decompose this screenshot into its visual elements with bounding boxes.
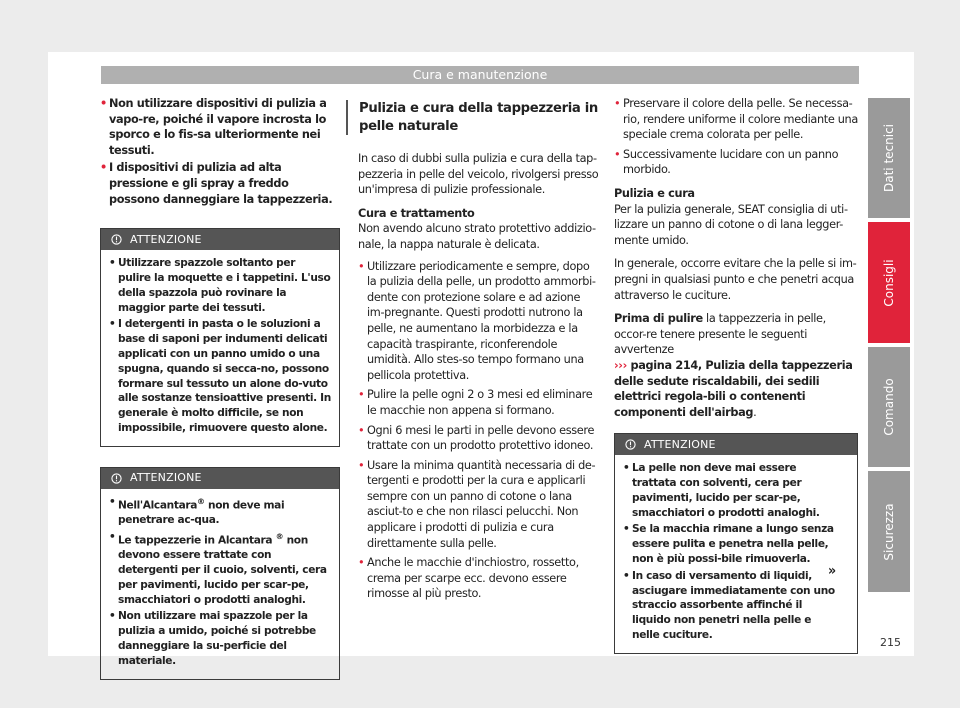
list-item: • Anche le macchie d'inchiostro, rossetto, crema per scarpe ecc. devono essere rimosse al più presto. bbox=[358, 556, 579, 601]
link-arrows-icon: ››› bbox=[614, 358, 627, 372]
continue-icon: » bbox=[828, 563, 837, 579]
list-item: • I detergenti in pasta o le soluzioni a base di saponi per indumenti delicati applicati con un panno umido o una spugna, quando si secca-no, possono formare sul tessuto un alone do-vuto alle sostanze tensioattive presenti. In generale è molto difficile, se non impossibile, rimuovere questo alone. bbox=[109, 318, 331, 434]
list-item: • Preservare il colore della pelle. Se necessa-rio, rendere uniforme il colore mediante una speciale crema colorata per pelle. bbox=[614, 97, 858, 142]
warning-title: ATTENZIONE bbox=[644, 437, 716, 451]
section-heading: Pulizia e cura della tappezzeria in pelle naturale bbox=[346, 100, 600, 135]
column-middle bbox=[358, 100, 600, 602]
intro-paragraph: In caso di dubbi sulla pulizia e cura della tap-pezzeria in pelle del veicolo, rivolgersi presso un'impresa di pulizie professionale. bbox=[358, 152, 599, 197]
warning-icon bbox=[111, 473, 122, 484]
bullet-icon: • bbox=[358, 259, 365, 273]
list-item: • Utilizzare periodicamente e sempre, dopo la pulizia della pelle, un prodotto ammorbi-dente con protezione solare e ad azione im-pregnante. Questi prodotti nutrono la pelle, ne aumentano la morbidezza e la capacità traspirante, riconferendole umidità. Allo stes-so tempo formano una pellicola protettiva. bbox=[358, 259, 596, 382]
cross-reference-link[interactable]: ››› pagina 214, Pulizia della tappezzeria delle sedute riscaldabili, dei sedili elettrici regola-bili o contenenti componenti dell'airbag bbox=[614, 358, 853, 419]
warning-header bbox=[615, 434, 857, 455]
bullet-icon: • bbox=[623, 462, 630, 475]
paragraph: Prima di pulire la tappezzeria in pelle, occor-re tenere presente le seguenti avvertenze ››› pagina 214, Pulizia della tappezzeria delle sedute riscaldabili, dei sedili elettrici regola-bili o contenenti componenti dell'airbag. bbox=[614, 312, 853, 419]
list-item: • Pulire la pelle ogni 2 o 3 mesi ed eliminare le macchie non appena si formano. bbox=[358, 388, 593, 417]
paragraph: Non avendo alcuno strato protettivo addizio-nale, la nappa naturale è delicata. bbox=[358, 222, 596, 251]
column-right bbox=[614, 96, 858, 654]
bullet-icon: • bbox=[358, 458, 365, 472]
list-item: • In caso di versamento di liquidi, asciugare immediatamente con uno straccio assorbente affinché il liquido non penetri nella pelle e nelle cuciture. bbox=[623, 569, 835, 642]
warning-box bbox=[100, 467, 340, 680]
tab-sicurezza[interactable]: Sicurezza bbox=[868, 471, 910, 592]
column-left bbox=[100, 96, 340, 680]
tab-comando[interactable]: Comando bbox=[868, 347, 910, 467]
warning-body bbox=[615, 455, 857, 653]
bullet-icon: • bbox=[109, 530, 116, 543]
list-item: • Usare la minima quantità necessaria di de-tergenti e prodotti per la cura e applicarli sempre con un panno di cotone o lana asciut-to e che non rilasci pelucchi. Non applicare i prodotti di pulizia e cura direttamente sulla pelle. bbox=[358, 458, 596, 550]
page-number: 215 bbox=[880, 636, 901, 649]
bullet-icon: • bbox=[614, 147, 621, 161]
bullet-icon: • bbox=[109, 610, 116, 623]
bullet-icon: • bbox=[109, 318, 116, 331]
bullet-icon: • bbox=[358, 556, 365, 570]
list-item: • Nell'Alcantara® non deve mai penetrare ac-qua. bbox=[109, 495, 285, 527]
warning-box bbox=[100, 228, 340, 447]
bullet-icon: • bbox=[358, 423, 365, 437]
warning-title: ATTENZIONE bbox=[130, 232, 202, 246]
subheading: Pulizia e cura bbox=[614, 186, 695, 200]
bullet-icon: • bbox=[623, 569, 630, 582]
tab-consigli[interactable]: Consigli bbox=[868, 222, 910, 343]
warning-body bbox=[101, 250, 339, 446]
list-item: • Le tappezzerie in Alcantara ® non devono essere trattate con detergenti per il cuoio, solventi, cera per pavimenti, lucido per scar-pe, smacchiatori o prodotti analoghi. bbox=[109, 530, 327, 606]
warning-body bbox=[101, 489, 339, 679]
warning-box bbox=[614, 433, 858, 654]
bullet-icon: • bbox=[100, 161, 107, 175]
bullet-icon: • bbox=[109, 495, 116, 508]
list-item: • Non utilizzare dispositivi di pulizia a vapo-re, poiché il vapore incrosta lo sporco e lo fis-sa ulteriormente nei tessuti. bbox=[100, 97, 327, 157]
warning-icon bbox=[625, 439, 636, 450]
list-item: • Ogni 6 mesi le parti in pelle devono essere trattate con un prodotto protettivo idoneo. bbox=[358, 423, 595, 453]
list-item: • Non utilizzare mai spazzole per la pulizia a umido, poiché si potrebbe danneggiare la su-perficie del materiale. bbox=[109, 610, 316, 667]
list-item: • Se la macchia rimane a lungo senza essere pulita e penetra nella pelle, non è più possi-bile rimuoverla. bbox=[623, 523, 834, 566]
bullet-icon: • bbox=[100, 97, 107, 110]
chapter-header: Cura e manutenzione bbox=[101, 66, 859, 84]
paragraph: Per la pulizia generale, SEAT consiglia di uti-lizzare un panno di cotone o di lana legger-mente umido. bbox=[614, 202, 848, 247]
tab-dati-tecnici[interactable]: Dati tecnici bbox=[868, 98, 910, 218]
paragraph: In generale, occorre evitare che la pelle si im-pregni in qualsiasi punto e che penetri acqua attraverso le cuciture. bbox=[614, 257, 857, 302]
list-item: • I dispositivi di pulizia ad alta pressione e gli spray a freddo possono danneggiare la tappezzeria. bbox=[100, 161, 333, 206]
subheading: Cura e trattamento bbox=[358, 206, 475, 220]
list-item: • La pelle non deve mai essere trattata con solventi, cera per pavimenti, lucido per scar-pe, smacchiatori o prodotti analoghi. bbox=[623, 462, 820, 519]
warning-header bbox=[101, 468, 339, 489]
list-item: • Successivamente lucidare con un panno morbido. bbox=[614, 147, 839, 177]
bullet-icon: • bbox=[358, 388, 365, 402]
bullet-icon: • bbox=[109, 257, 116, 270]
warning-icon bbox=[111, 234, 122, 245]
warning-title: ATTENZIONE bbox=[130, 471, 202, 485]
list-item: • Utilizzare spazzole soltanto per pulire la moquette e i tappetini. L'uso della spazzola può rovinare la maggior parte dei tessuti. bbox=[109, 257, 331, 314]
bullet-icon: • bbox=[614, 97, 621, 110]
bullet-icon: • bbox=[623, 523, 630, 536]
warning-header bbox=[101, 229, 339, 250]
